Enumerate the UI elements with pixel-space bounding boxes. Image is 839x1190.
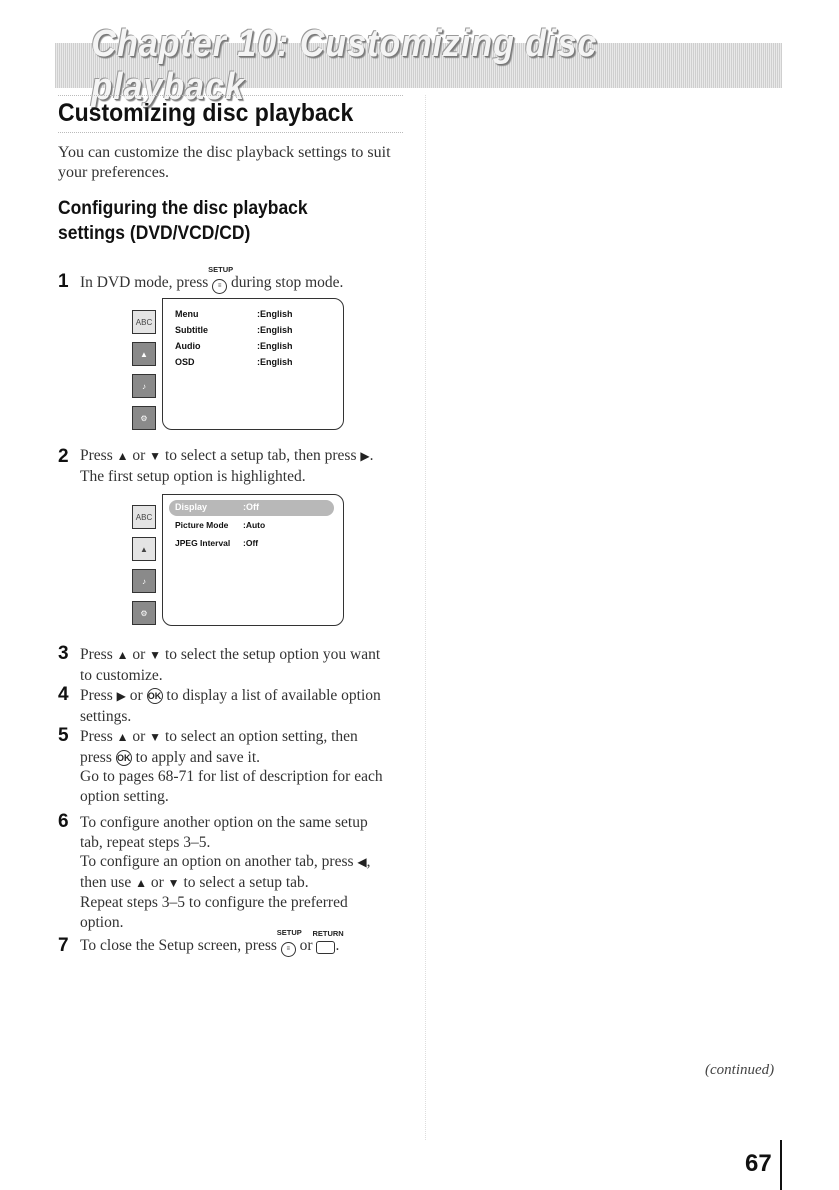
subsection-title	[58, 196, 308, 246]
page-number-bar	[780, 1140, 782, 1190]
down-arrow-icon: ▼	[149, 648, 162, 662]
language-tab-icon: ABC	[132, 505, 156, 529]
audio-tab-icon: ♪	[132, 374, 156, 398]
menu-row	[175, 325, 293, 335]
setup-screen-language	[162, 298, 344, 430]
menu-row	[175, 309, 293, 319]
misc-tab-icon: ⚙	[132, 601, 156, 625]
intro-line: You can customize the disc playback settings to suit	[58, 144, 391, 161]
section-title: Customizing disc playback	[58, 99, 354, 127]
return-key	[312, 928, 344, 957]
step-text: settings.	[80, 707, 132, 725]
menu-row	[175, 520, 266, 530]
setup-tab-icons	[132, 505, 160, 633]
step-6: To configure another option on the same setup tab, repeat steps 3–5. To configure an option on another tab, press ◀, then use ▲ or ▼ to select a setup tab. Repeat steps 3–5 to configure the preferred option.	[80, 813, 410, 932]
right-arrow-icon: ▶	[116, 689, 126, 703]
highlighted-option	[169, 500, 334, 516]
setup-button-icon: ≡	[281, 942, 296, 957]
menu-label: OSD	[175, 357, 195, 367]
menu-label: JPEG Interval	[175, 538, 231, 548]
step-text: Repeat steps 3–5 to configure the preferred	[80, 894, 348, 911]
step-text: The first setup option is highlighted.	[80, 467, 306, 485]
chapter-title: Chapter 10: Customizing disc playback	[91, 22, 598, 108]
step-text: In DVD mode, press	[80, 274, 209, 292]
step-text: Press	[80, 646, 113, 663]
menu-value: :Off	[243, 538, 259, 548]
step-text: Go to pages 68-71 for list of description for each	[80, 768, 383, 785]
menu-row	[175, 357, 293, 367]
step-text: to select the setup option you want	[164, 646, 381, 663]
intro-line: your preferences.	[58, 164, 170, 181]
setup-key-label: SETUP	[208, 265, 234, 274]
step-7	[80, 928, 410, 957]
step-text: or	[129, 687, 143, 704]
step-number: 4	[58, 684, 69, 705]
menu-value: :English	[257, 341, 293, 351]
step-text: or	[132, 728, 146, 745]
step-text: to customize.	[80, 666, 163, 684]
step-text: to display a list of available option	[166, 687, 381, 704]
column-divider	[425, 95, 426, 1140]
step-5	[80, 727, 410, 806]
up-arrow-icon: ▲	[116, 449, 129, 463]
step-text: to select a setup tab.	[183, 873, 309, 891]
title-rule-top	[58, 95, 403, 96]
menu-label: Subtitle	[175, 325, 208, 335]
menu-value: :English	[257, 325, 293, 335]
setup-key	[208, 265, 234, 294]
step-number: 7	[58, 935, 69, 956]
setup-tab-icons	[132, 310, 160, 438]
setup-key	[276, 928, 302, 957]
step-text: then use	[80, 873, 132, 891]
menu-label: Picture Mode	[175, 520, 229, 530]
menu-label: Display	[175, 502, 208, 512]
display-tab-icon: ▲	[132, 537, 156, 561]
return-key-label: RETURN	[312, 928, 344, 938]
title-rule-bottom	[58, 132, 403, 133]
step-number: 6	[58, 811, 69, 832]
step-text: during stop mode.	[231, 274, 344, 292]
menu-value: :Off	[243, 502, 259, 512]
step-text: or	[132, 646, 146, 663]
step-text: press	[80, 748, 112, 766]
ok-button-icon: OK	[147, 688, 163, 704]
setup-screen-display	[162, 494, 344, 626]
step-number: 5	[58, 725, 69, 746]
up-arrow-icon: ▲	[116, 648, 129, 662]
step-text: or	[150, 873, 164, 891]
intro-paragraph	[58, 143, 391, 183]
step-text: to apply and save it.	[135, 748, 261, 766]
audio-tab-icon: ♪	[132, 569, 156, 593]
step-text: To close the Setup screen, press	[80, 937, 277, 955]
ok-button-icon: OK	[116, 750, 132, 766]
step-text: tab, repeat steps 3–5.	[80, 833, 211, 851]
down-arrow-icon: ▼	[149, 449, 162, 463]
menu-label: Audio	[175, 341, 201, 351]
left-arrow-icon: ◀	[357, 855, 367, 869]
step-text: option setting.	[80, 787, 169, 805]
step-3	[80, 645, 410, 685]
menu-label: Menu	[175, 309, 199, 319]
setup-key-label: SETUP	[276, 928, 302, 937]
step-text: To configure an option on another tab, press	[80, 853, 354, 870]
step-text: to select a setup tab, then press	[164, 447, 357, 464]
subsection-title-line: Configuring the disc playback	[58, 198, 308, 219]
right-arrow-icon: ▶	[360, 449, 370, 463]
subsection-title-line: settings (DVD/VCD/CD)	[58, 223, 251, 244]
setup-button-icon: ≡	[212, 279, 227, 294]
step-number: 2	[58, 446, 69, 467]
up-arrow-icon: ▲	[116, 730, 129, 744]
step-text: Press	[80, 687, 113, 704]
step-text: Press	[80, 728, 113, 745]
menu-value: :English	[257, 357, 293, 367]
page-number: 67	[745, 1150, 772, 1177]
step-text: to select an option setting, then	[164, 728, 358, 745]
language-tab-icon: ABC	[132, 310, 156, 334]
step-4	[80, 686, 410, 726]
step-2: Press ▲ or ▼ to select a setup tab, then press ▶. The first setup option is highlighted.	[80, 446, 410, 486]
step-number: 1	[58, 271, 69, 292]
step-text: Press	[80, 447, 113, 464]
step-text: or	[299, 937, 313, 955]
menu-row	[175, 538, 259, 548]
chapter-banner	[55, 22, 782, 108]
step-text: or	[132, 447, 146, 464]
menu-value: :English	[257, 309, 293, 319]
step-1	[80, 265, 410, 294]
display-tab-icon: ▲	[132, 342, 156, 366]
menu-value: :Auto	[243, 520, 266, 530]
continued-note: (continued)	[705, 1062, 775, 1078]
down-arrow-icon: ▼	[149, 730, 162, 744]
step-text: To configure another option on the same setup	[80, 814, 368, 831]
step-text: option.	[80, 913, 124, 931]
menu-row	[175, 341, 293, 351]
misc-tab-icon: ⚙	[132, 406, 156, 430]
down-arrow-icon: ▼	[167, 875, 180, 890]
up-arrow-icon: ▲	[135, 875, 147, 890]
step-number: 3	[58, 643, 69, 664]
step-text: .	[335, 937, 340, 955]
